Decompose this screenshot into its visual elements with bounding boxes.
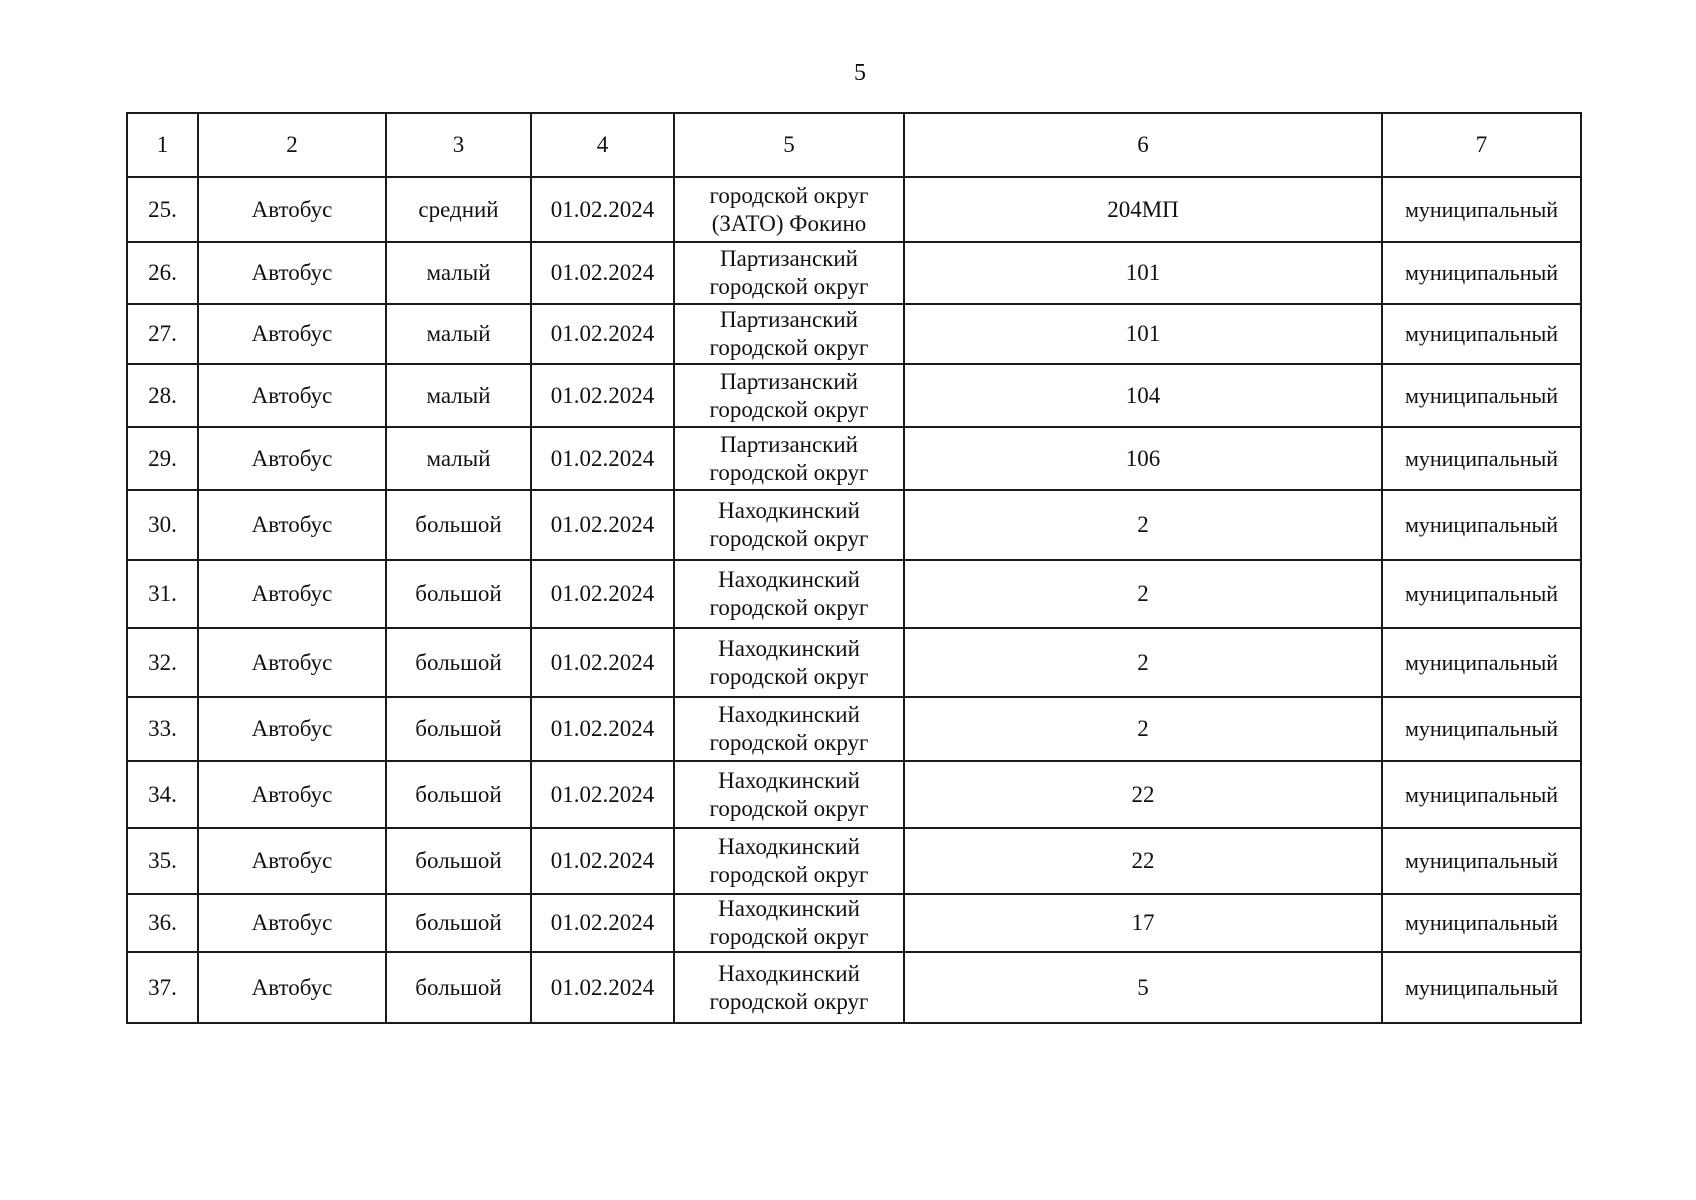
route-kind-cell: муниципальный xyxy=(1382,304,1581,364)
vehicle-type-cell: Автобус xyxy=(198,952,386,1023)
vehicle-type-cell: Автобус xyxy=(198,697,386,761)
vehicle-class-cell: большой xyxy=(386,560,531,628)
route-number-cell: 17 xyxy=(904,894,1382,952)
table-row xyxy=(127,828,1581,894)
route-number-cell: 101 xyxy=(904,242,1382,304)
municipality-line: городской округ xyxy=(709,988,869,1014)
route-kind-cell: муниципальный xyxy=(1382,628,1581,697)
table-row xyxy=(127,894,1581,952)
municipality-line: Находкинский xyxy=(718,960,860,986)
municipality-line: городской округ xyxy=(709,396,869,422)
row-number-cell: 32. xyxy=(127,628,198,697)
municipality-cell xyxy=(674,427,904,490)
route-number-cell: 2 xyxy=(904,560,1382,628)
route-number-cell: 22 xyxy=(904,828,1382,894)
municipality-cell xyxy=(674,761,904,828)
table-row xyxy=(127,364,1581,427)
municipality-cell xyxy=(674,828,904,894)
column-header: 6 xyxy=(904,113,1382,177)
municipality-cell xyxy=(674,628,904,697)
vehicle-class-cell: малый xyxy=(386,364,531,427)
vehicle-type-cell: Автобус xyxy=(198,242,386,304)
municipality-cell xyxy=(674,304,904,364)
vehicle-class-cell: большой xyxy=(386,828,531,894)
row-number-cell: 25. xyxy=(127,177,198,242)
date-cell: 01.02.2024 xyxy=(531,697,674,761)
vehicle-class-cell: малый xyxy=(386,242,531,304)
municipality-line: Находкинский xyxy=(718,498,860,523)
municipality-cell xyxy=(674,490,904,560)
vehicle-class-cell: большой xyxy=(386,628,531,697)
municipality-line: городской округ xyxy=(709,663,869,689)
municipality-line: Партизанский xyxy=(720,307,858,332)
municipality-line: городской округ xyxy=(709,924,869,949)
row-number-cell: 33. xyxy=(127,697,198,761)
vehicle-type-cell: Автобус xyxy=(198,304,386,364)
vehicle-type-cell: Автобус xyxy=(198,894,386,952)
vehicle-type-cell: Автобус xyxy=(198,490,386,560)
route-kind-cell: муниципальный xyxy=(1382,177,1581,242)
route-kind-cell: муниципальный xyxy=(1382,894,1581,952)
column-header: 5 xyxy=(674,113,904,177)
vehicle-class-cell: большой xyxy=(386,490,531,560)
municipality-line: городской округ xyxy=(709,730,869,755)
table-row xyxy=(127,560,1581,628)
vehicle-class-cell: большой xyxy=(386,761,531,828)
route-number-cell: 5 xyxy=(904,952,1382,1023)
row-number-cell: 34. xyxy=(127,761,198,828)
route-kind-cell: муниципальный xyxy=(1382,490,1581,560)
table-row xyxy=(127,697,1581,761)
date-cell: 01.02.2024 xyxy=(531,628,674,697)
municipality-line: городской округ xyxy=(709,274,869,299)
municipality-line: Находкинский xyxy=(718,567,860,592)
municipality-line: городской округ xyxy=(709,335,869,360)
column-header: 3 xyxy=(386,113,531,177)
municipality-line: Партизанский xyxy=(720,246,858,271)
municipality-cell xyxy=(674,177,904,242)
municipality-cell xyxy=(674,242,904,304)
date-cell: 01.02.2024 xyxy=(531,304,674,364)
vehicle-type-cell: Автобус xyxy=(198,828,386,894)
table-row xyxy=(127,628,1581,697)
row-number-cell: 37. xyxy=(127,952,198,1023)
municipality-line: (ЗАТО) Фокино xyxy=(711,210,867,236)
row-number-cell: 36. xyxy=(127,894,198,952)
row-number-cell: 35. xyxy=(127,828,198,894)
row-number-cell: 29. xyxy=(127,427,198,490)
vehicle-type-cell: Автобус xyxy=(198,761,386,828)
municipality-cell xyxy=(674,952,904,1023)
table-row xyxy=(127,177,1581,242)
date-cell: 01.02.2024 xyxy=(531,177,674,242)
vehicle-type-cell: Автобус xyxy=(198,628,386,697)
municipality-cell xyxy=(674,697,904,761)
municipality-line: городской округ xyxy=(709,795,869,821)
municipality-cell xyxy=(674,364,904,427)
column-header: 1 xyxy=(127,113,198,177)
route-number-cell: 22 xyxy=(904,761,1382,828)
vehicle-class-cell: большой xyxy=(386,952,531,1023)
column-header: 7 xyxy=(1382,113,1581,177)
vehicle-class-cell: малый xyxy=(386,427,531,490)
table-header-row xyxy=(127,113,1581,177)
vehicle-class-cell: большой xyxy=(386,894,531,952)
route-kind-cell: муниципальный xyxy=(1382,697,1581,761)
municipality-line: Находкинский xyxy=(718,702,860,727)
date-cell: 01.02.2024 xyxy=(531,761,674,828)
column-header: 4 xyxy=(531,113,674,177)
row-number-cell: 26. xyxy=(127,242,198,304)
date-cell: 01.02.2024 xyxy=(531,427,674,490)
row-number-cell: 27. xyxy=(127,304,198,364)
vehicle-type-cell: Автобус xyxy=(198,560,386,628)
route-number-cell: 2 xyxy=(904,697,1382,761)
table-row xyxy=(127,304,1581,364)
row-number-cell: 31. xyxy=(127,560,198,628)
municipality-cell xyxy=(674,894,904,952)
vehicle-class-cell: малый xyxy=(386,304,531,364)
route-number-cell: 2 xyxy=(904,628,1382,697)
date-cell: 01.02.2024 xyxy=(531,894,674,952)
date-cell: 01.02.2024 xyxy=(531,828,674,894)
date-cell: 01.02.2024 xyxy=(531,364,674,427)
route-kind-cell: муниципальный xyxy=(1382,828,1581,894)
page-number: 5 xyxy=(854,60,866,86)
route-kind-cell: муниципальный xyxy=(1382,242,1581,304)
table-row xyxy=(127,242,1581,304)
vehicle-type-cell: Автобус xyxy=(198,364,386,427)
municipality-line: городской округ xyxy=(709,595,869,620)
vehicle-class-cell: средний xyxy=(386,177,531,242)
table-row xyxy=(127,761,1581,828)
date-cell: 01.02.2024 xyxy=(531,490,674,560)
municipality-line: Находкинский xyxy=(718,767,860,793)
route-number-cell: 104 xyxy=(904,364,1382,427)
municipality-line: городской округ xyxy=(709,526,869,551)
municipality-line: городской округ xyxy=(709,459,869,485)
municipality-line: городской округ xyxy=(709,182,869,208)
municipality-line: Находкинский xyxy=(718,834,860,859)
row-number-cell: 28. xyxy=(127,364,198,427)
table-row xyxy=(127,490,1581,560)
route-number-cell: 106 xyxy=(904,427,1382,490)
table-row xyxy=(127,952,1581,1023)
date-cell: 01.02.2024 xyxy=(531,560,674,628)
municipality-line: Находкинский xyxy=(718,896,860,921)
route-kind-cell: муниципальный xyxy=(1382,761,1581,828)
vehicle-class-cell: большой xyxy=(386,697,531,761)
row-number-cell: 30. xyxy=(127,490,198,560)
municipality-cell xyxy=(674,560,904,628)
route-kind-cell: муниципальный xyxy=(1382,952,1581,1023)
table-row xyxy=(127,427,1581,490)
municipality-line: Находкинский xyxy=(718,635,860,661)
routes-table xyxy=(126,112,1582,1024)
route-kind-cell: муниципальный xyxy=(1382,427,1581,490)
municipality-line: Партизанский xyxy=(720,368,858,394)
vehicle-type-cell: Автобус xyxy=(198,427,386,490)
route-kind-cell: муниципальный xyxy=(1382,560,1581,628)
route-number-cell: 101 xyxy=(904,304,1382,364)
column-header: 2 xyxy=(198,113,386,177)
route-number-cell: 2 xyxy=(904,490,1382,560)
date-cell: 01.02.2024 xyxy=(531,242,674,304)
route-kind-cell: муниципальный xyxy=(1382,364,1581,427)
municipality-line: городской округ xyxy=(709,862,869,887)
date-cell: 01.02.2024 xyxy=(531,952,674,1023)
municipality-line: Партизанский xyxy=(720,431,858,457)
vehicle-type-cell: Автобус xyxy=(198,177,386,242)
route-number-cell: 204МП xyxy=(904,177,1382,242)
